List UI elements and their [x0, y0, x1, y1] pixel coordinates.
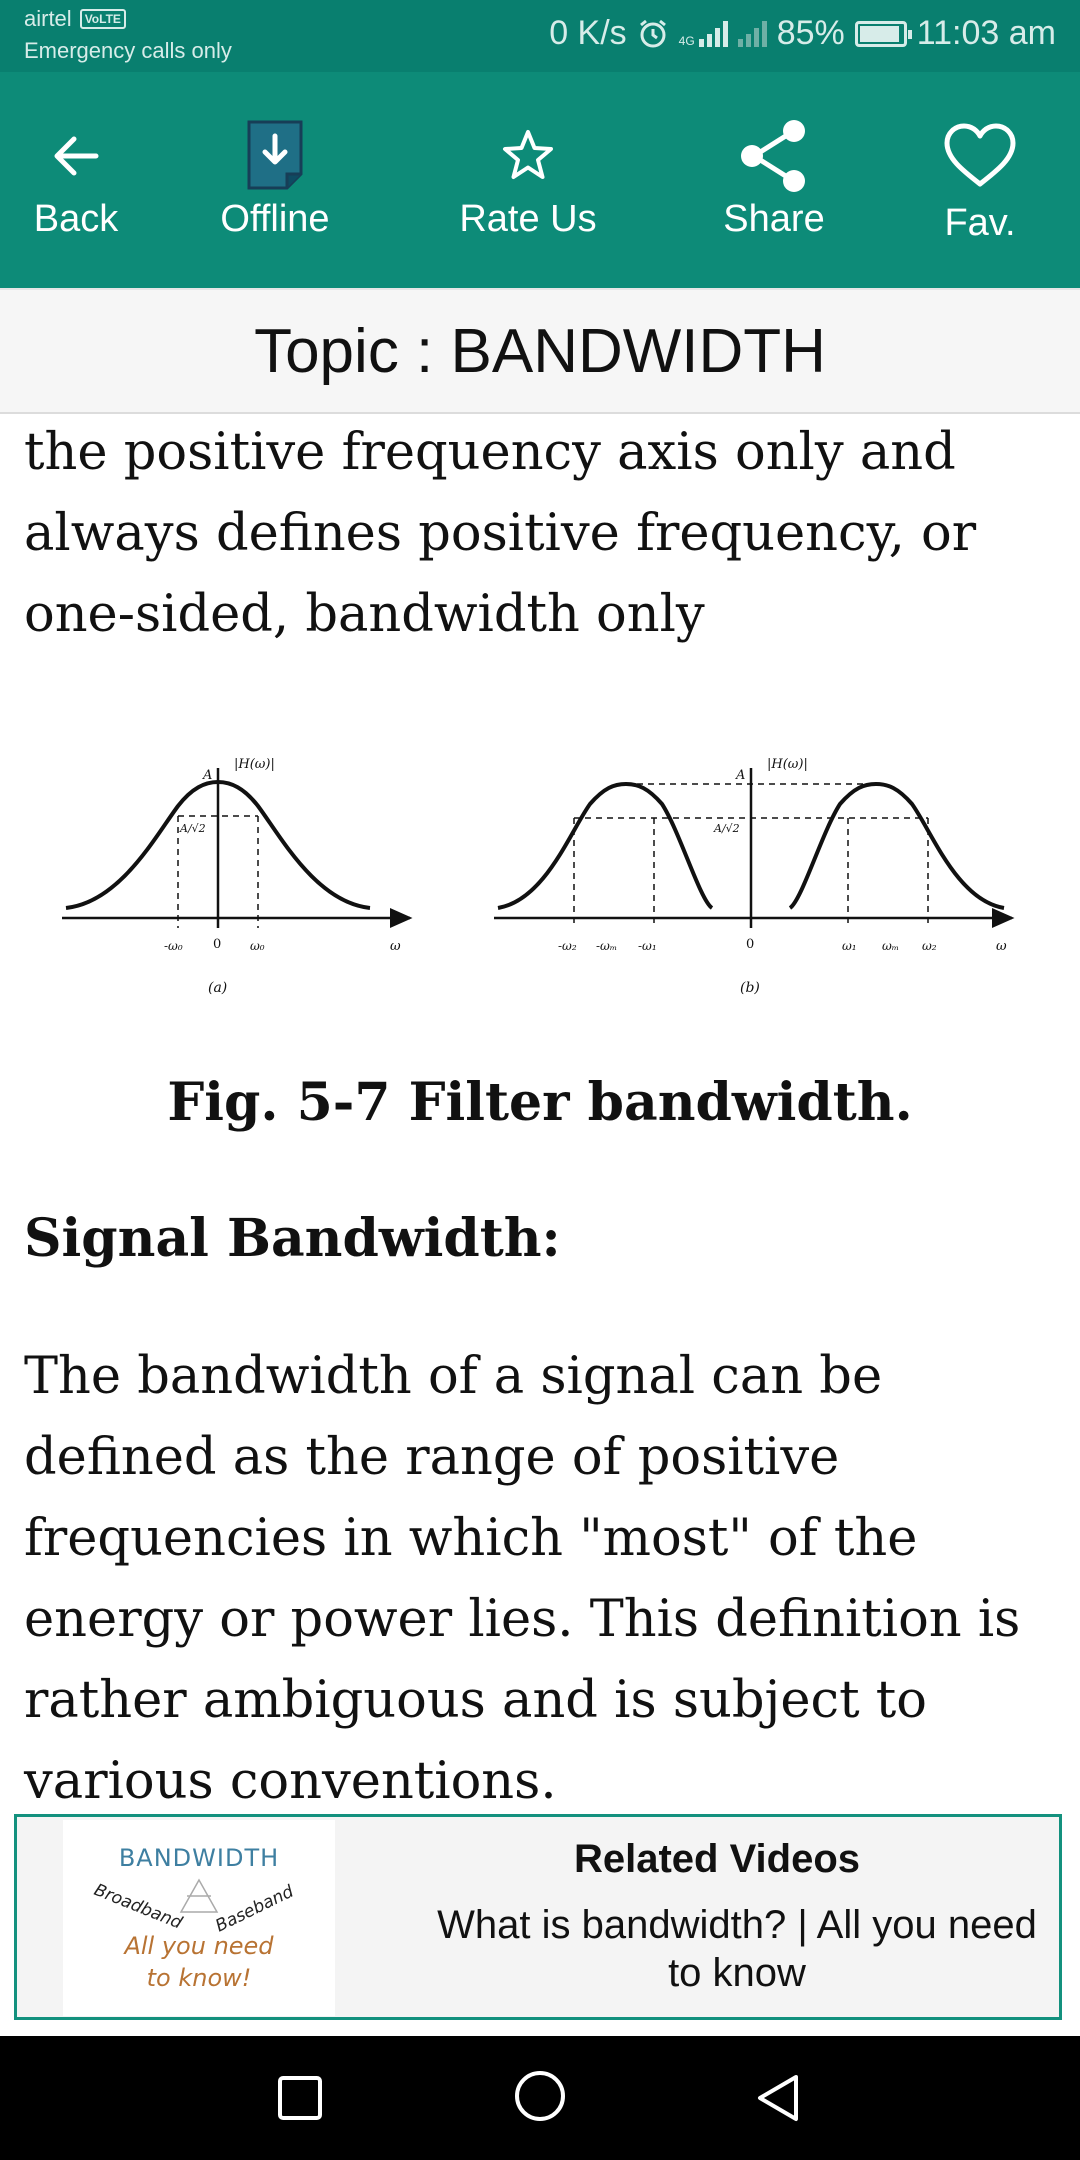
topic-title: Topic : BANDWIDTH	[254, 316, 826, 386]
net-speed: 0 K/s	[549, 14, 627, 52]
body-line: frequencies in which "most" of the	[24, 1509, 918, 1568]
rate-us-button[interactable]	[450, 116, 606, 241]
offline-download-icon	[243, 118, 307, 194]
panel-b-ylabel: |H(ω)|	[767, 757, 808, 772]
thumb-broadband: Broadband	[91, 1880, 185, 1934]
related-video-title[interactable]: What is bandwidth? | All you need to know	[437, 1903, 1037, 1995]
body-line: energy or power lies. This definition is	[24, 1590, 1021, 1649]
related-videos-title: Related Videos	[573, 1837, 861, 1881]
share-button[interactable]	[712, 116, 836, 241]
recents-square-icon[interactable]	[274, 2072, 326, 2124]
panel-a-tick: 0	[213, 937, 222, 952]
panel-a-peak-label: A	[203, 768, 213, 783]
panel-b-tick: -ω₂	[558, 939, 577, 953]
panel-a-xlabel: ω	[390, 939, 401, 954]
favorite-button[interactable]	[930, 116, 1030, 245]
thumb-line1: All you need	[124, 1932, 274, 1960]
body-line: various conventions.	[24, 1752, 557, 1811]
panel-a-half-label: A/√2	[180, 822, 206, 835]
related-videos-card[interactable]	[14, 1814, 1062, 2020]
panel-b-zero: 0	[746, 937, 755, 952]
body-line: The bandwidth of a signal can be	[24, 1347, 883, 1406]
panel-a-tick: -ω₀	[164, 939, 183, 953]
volte-badge: VoLTE	[80, 9, 126, 29]
thumb-line2: to know!	[146, 1964, 252, 1992]
status-right	[549, 14, 1056, 53]
body-line: rather ambiguous and is subject to	[24, 1671, 927, 1730]
panel-a-caption: (a)	[208, 980, 228, 996]
signal-icon	[699, 21, 728, 47]
panel-a-tick: ω₀	[250, 939, 265, 953]
panel-b-caption: (b)	[740, 980, 760, 996]
share-icon	[736, 118, 812, 194]
intro-line: always defines positive frequency, or	[24, 504, 977, 563]
topic-header	[0, 288, 1080, 414]
panel-b-peak-label: A	[736, 768, 746, 783]
clock: 11:03 am	[916, 14, 1056, 52]
system-nav-bar	[0, 2036, 1080, 2160]
panel-b-xlabel: ω	[996, 939, 1007, 954]
status-bar	[0, 0, 1080, 72]
thumb-baseband: Baseband	[212, 1881, 297, 1937]
intro-line: one-sided, bandwidth only	[24, 585, 705, 644]
fav-label: Fav.	[944, 202, 1016, 244]
alarm-icon	[637, 18, 669, 50]
filter-bandwidth-figure	[50, 732, 1030, 1052]
signal-2-icon	[738, 21, 767, 47]
body-paragraph	[24, 1336, 1054, 1822]
back-triangle-icon[interactable]	[752, 2072, 804, 2124]
share-label: Share	[723, 198, 825, 240]
battery-icon	[855, 21, 907, 47]
star-icon	[498, 126, 558, 186]
panel-a-ylabel: |H(ω)|	[234, 757, 275, 772]
figure-panel-b	[494, 757, 1012, 996]
figure-panel-a	[62, 757, 410, 996]
intro-paragraph	[24, 412, 1054, 655]
body-line: defined as the range of positive	[24, 1428, 840, 1487]
panel-b-tick: ω₁	[842, 939, 857, 953]
panel-b-half-label: A/√2	[714, 822, 740, 835]
panel-b-tick: -ω₁	[638, 939, 657, 953]
thumb-title: BANDWIDTH	[118, 1844, 280, 1872]
heart-icon	[942, 122, 1018, 190]
rate-us-label: Rate Us	[459, 198, 597, 240]
figure-caption: Fig. 5-7 Filter bandwidth.	[167, 1072, 913, 1133]
app-toolbar	[0, 72, 1080, 288]
network-type: 4G	[678, 33, 695, 48]
status-left	[24, 4, 232, 66]
back-label: Back	[33, 198, 119, 240]
back-button[interactable]	[20, 116, 132, 241]
section-heading: Signal Bandwidth:	[24, 1208, 561, 1269]
carrier-name: airtel	[24, 6, 72, 31]
back-arrow-icon	[48, 128, 104, 184]
emergency-text: Emergency calls only	[24, 38, 232, 63]
video-thumbnail[interactable]	[63, 1820, 335, 2016]
battery-percent: 85%	[776, 14, 845, 52]
offline-button[interactable]	[210, 116, 340, 241]
home-circle-icon[interactable]	[512, 2068, 568, 2124]
panel-b-tick: ωₘ	[882, 939, 900, 953]
offline-label: Offline	[220, 198, 330, 240]
panel-b-tick: ω₂	[922, 939, 937, 953]
panel-b-tick: -ωₘ	[596, 939, 618, 953]
intro-line: the positive frequency axis only and	[24, 423, 956, 482]
